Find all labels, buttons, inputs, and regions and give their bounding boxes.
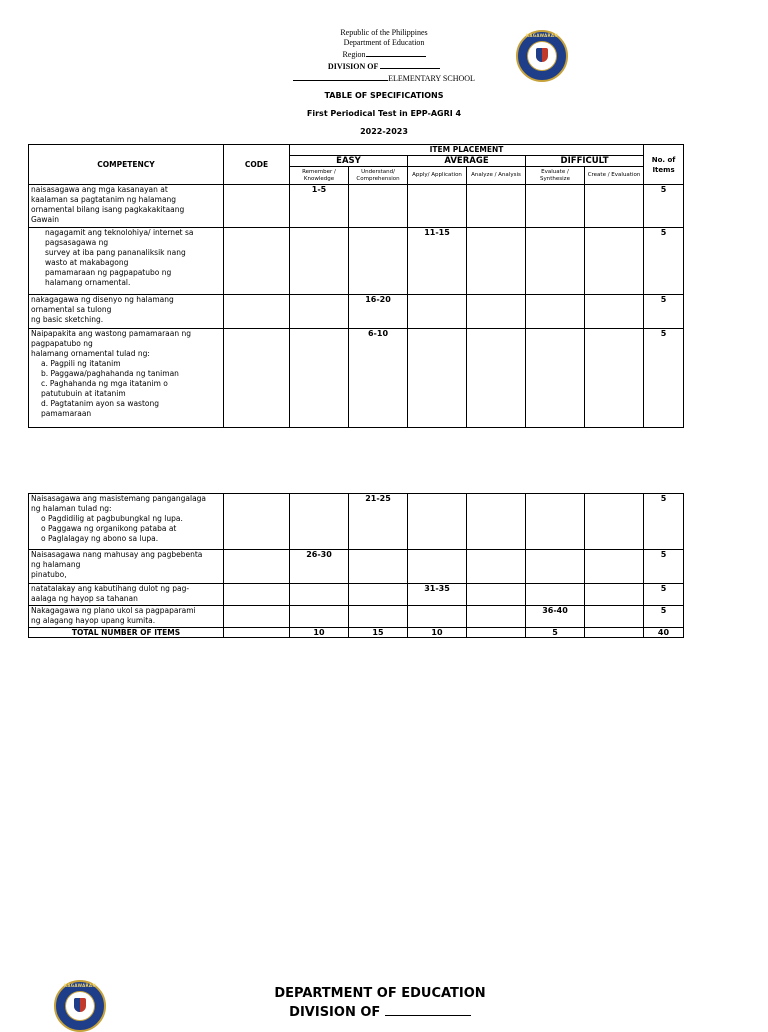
placement-create xyxy=(585,295,644,329)
subheader-understand: Understand/ Comprehension xyxy=(349,167,408,185)
placement-apply xyxy=(408,185,467,228)
placement-remember xyxy=(290,494,349,550)
placement-understand xyxy=(349,550,408,584)
total-analyze xyxy=(467,628,526,638)
competency-line: ornamental bilang isang pagkakakitaang xyxy=(31,205,185,214)
placement-apply xyxy=(408,494,467,550)
placement-create xyxy=(585,185,644,228)
competency-cell xyxy=(29,295,224,329)
header-difficult: DIFFICULT xyxy=(526,156,644,167)
competency-line: a. Pagpili ng itatanim xyxy=(41,359,121,368)
total-code xyxy=(224,628,290,638)
placement-remember xyxy=(290,584,349,606)
placement-evaluate xyxy=(526,185,585,228)
placement-apply xyxy=(408,295,467,329)
footer-division: DIVISION OF xyxy=(230,1003,530,1022)
header-average: AVERAGE xyxy=(408,156,526,167)
placement-analyze xyxy=(467,329,526,428)
placement-apply xyxy=(408,329,467,428)
competency-line: survey at iba pang pananaliksik nang xyxy=(45,248,186,257)
tos-table-part1 xyxy=(28,144,684,428)
deped-seal-bottom: KAGAWARAN xyxy=(54,980,106,1032)
placement-remember xyxy=(290,295,349,329)
placement-apply: 31-35 xyxy=(408,584,467,606)
items-count: 5 xyxy=(644,494,684,550)
competency-line: pinatubo, xyxy=(31,570,67,579)
competency-cell xyxy=(29,550,224,584)
code-cell xyxy=(224,494,290,550)
competency-line: halamang ornamental. xyxy=(45,278,131,287)
competency-line: Nakagagawa ng plano ukol sa pagpaparami xyxy=(31,606,196,615)
subheader-create: Create / Evaluation xyxy=(585,167,644,185)
competency-line: ornamental sa tulong xyxy=(31,305,112,314)
placement-remember xyxy=(290,329,349,428)
subheader-analyze: Analyze / Analysis xyxy=(467,167,526,185)
competency-line: halamang ornamental tulad ng: xyxy=(31,349,150,358)
total-items: 40 xyxy=(644,628,684,638)
placement-understand xyxy=(349,228,408,295)
deped-seal-top: KAGAWARAN xyxy=(516,30,568,82)
header-division: DIVISION OF xyxy=(0,60,768,72)
items-count: 5 xyxy=(644,295,684,329)
competency-cell xyxy=(29,329,224,428)
code-cell xyxy=(224,295,290,329)
header-school: ELEMENTARY SCHOOL xyxy=(0,72,768,84)
code-cell xyxy=(224,584,290,606)
placement-remember: 26-30 xyxy=(290,550,349,584)
competency-cell xyxy=(29,584,224,606)
placement-analyze xyxy=(467,606,526,628)
items-count: 5 xyxy=(644,185,684,228)
competency-line: nakagagawa ng disenyo ng halamang xyxy=(31,295,174,304)
competency-row xyxy=(29,550,684,584)
placement-create xyxy=(585,584,644,606)
letterhead xyxy=(0,28,768,84)
items-count: 5 xyxy=(644,329,684,428)
competency-line: nagagamit ang teknolohiya/ internet sa xyxy=(45,228,194,237)
placement-remember xyxy=(290,228,349,295)
competency-row xyxy=(29,185,684,228)
placement-understand: 6-10 xyxy=(349,329,408,428)
competency-row xyxy=(29,295,684,329)
placement-evaluate xyxy=(526,295,585,329)
placement-analyze xyxy=(467,494,526,550)
placement-analyze xyxy=(467,185,526,228)
competency-line: pagpapatubo ng xyxy=(31,339,93,348)
placement-create xyxy=(585,494,644,550)
header-region: Region xyxy=(0,48,768,60)
placement-evaluate xyxy=(526,550,585,584)
code-cell xyxy=(224,228,290,295)
placement-analyze xyxy=(467,550,526,584)
tos-body-part1 xyxy=(29,185,684,428)
tos-table-part2 xyxy=(28,493,684,638)
total-create xyxy=(585,628,644,638)
placement-understand xyxy=(349,606,408,628)
competency-line: naisasagawa ang mga kasanayan at xyxy=(31,185,168,194)
competency-line: b. Paggawa/paghahanda ng taniman xyxy=(41,369,179,378)
placement-analyze xyxy=(467,584,526,606)
competency-line: ng halaman tulad ng: xyxy=(31,504,112,513)
placement-apply: 11-15 xyxy=(408,228,467,295)
placement-remember xyxy=(290,606,349,628)
competency-line: pamamaraan ng pagpapatubo ng xyxy=(45,268,172,277)
competency-row xyxy=(29,584,684,606)
code-cell xyxy=(224,606,290,628)
placement-create xyxy=(585,606,644,628)
footer-heading xyxy=(230,985,530,1022)
total-evaluate: 5 xyxy=(526,628,585,638)
header-easy: EASY xyxy=(290,156,408,167)
placement-apply xyxy=(408,606,467,628)
total-remember: 10 xyxy=(290,628,349,638)
competency-row xyxy=(29,606,684,628)
items-count: 5 xyxy=(644,228,684,295)
header-republic: Republic of the Philippines xyxy=(340,28,428,37)
competency-row xyxy=(29,329,684,428)
items-count: 5 xyxy=(644,550,684,584)
doc-subtitle: First Periodical Test in EPP-AGRI 4 xyxy=(306,109,462,118)
competency-line: ng halamang xyxy=(31,560,81,569)
placement-evaluate xyxy=(526,329,585,428)
placement-evaluate xyxy=(526,584,585,606)
competency-line: pagsasagawa ng xyxy=(45,238,109,247)
competency-line: aalaga ng hayop sa tahanan xyxy=(31,594,138,603)
competency-cell xyxy=(29,228,224,295)
header-no-items: No. of Items xyxy=(644,145,684,185)
competency-line: pamamaraan xyxy=(41,409,92,418)
subheader-evaluate: Evaluate / Synthesize xyxy=(526,167,585,185)
placement-understand xyxy=(349,584,408,606)
total-label: TOTAL NUMBER OF ITEMS xyxy=(29,628,224,638)
competency-line: Naisasagawa nang mahusay ang pagbebenta xyxy=(31,550,203,559)
competency-cell xyxy=(29,606,224,628)
subheader-remember: Remember / Knowledge xyxy=(290,167,349,185)
code-cell xyxy=(224,185,290,228)
doc-title: TABLE OF SPECIFICATIONS xyxy=(324,91,444,100)
competency-line: o Paglalagay ng abono sa lupa. xyxy=(41,534,159,543)
total-row xyxy=(29,628,684,638)
competency-line: Naisasagawa ang masistemang pangangalaga xyxy=(31,494,207,503)
total-understand: 15 xyxy=(349,628,408,638)
competency-line: natatalakay ang kabutihang dulot ng pag- xyxy=(31,584,190,593)
competency-line: wasto at makabagong xyxy=(45,258,129,267)
placement-create xyxy=(585,329,644,428)
placement-evaluate: 36-40 xyxy=(526,606,585,628)
competency-line: ng alagang hayop upang kumita. xyxy=(31,616,156,625)
placement-understand: 16-20 xyxy=(349,295,408,329)
items-count: 5 xyxy=(644,606,684,628)
competency-line: c. Paghahanda ng mga itatanim o xyxy=(41,379,168,388)
placement-analyze xyxy=(467,295,526,329)
competency-row xyxy=(29,494,684,550)
competency-cell xyxy=(29,185,224,228)
subheader-apply: Apply/ Application xyxy=(408,167,467,185)
placement-understand: 21-25 xyxy=(349,494,408,550)
footer-deped: DEPARTMENT OF EDUCATION xyxy=(274,986,486,1001)
placement-apply xyxy=(408,550,467,584)
competency-line: o Paggawa ng organikong pataba at xyxy=(41,524,177,533)
code-cell xyxy=(224,329,290,428)
school-year: 2022-2023 xyxy=(360,127,408,136)
code-cell xyxy=(224,550,290,584)
placement-evaluate xyxy=(526,228,585,295)
header-code: CODE xyxy=(224,145,290,185)
placement-understand xyxy=(349,185,408,228)
placement-remember: 1-5 xyxy=(290,185,349,228)
competency-line: Naipapakita ang wastong pamamaraan ng xyxy=(31,329,191,338)
competency-line: d. Pagtatanim ayon sa wastong xyxy=(41,399,160,408)
competency-row xyxy=(29,228,684,295)
header-deped: Department of Education xyxy=(343,38,425,47)
placement-create xyxy=(585,550,644,584)
competency-line: patutubuin at itatanim xyxy=(41,389,126,398)
placement-evaluate xyxy=(526,494,585,550)
competency-line: Gawain xyxy=(31,215,59,224)
shield-icon xyxy=(74,998,86,1012)
placement-analyze xyxy=(467,228,526,295)
competency-line: kaalaman sa pagtatanim ng halamang xyxy=(31,195,177,204)
placement-create xyxy=(585,228,644,295)
shield-icon xyxy=(536,48,548,62)
header-item-placement: ITEM PLACEMENT xyxy=(290,145,644,156)
items-count: 5 xyxy=(644,584,684,606)
header-competency: COMPETENCY xyxy=(29,145,224,185)
tos-body-part2 xyxy=(29,494,684,628)
competency-cell xyxy=(29,494,224,550)
competency-line: ng basic sketching. xyxy=(31,315,104,324)
total-apply: 10 xyxy=(408,628,467,638)
competency-line: o Pagdidilig at pagbubungkal ng lupa. xyxy=(41,514,183,523)
